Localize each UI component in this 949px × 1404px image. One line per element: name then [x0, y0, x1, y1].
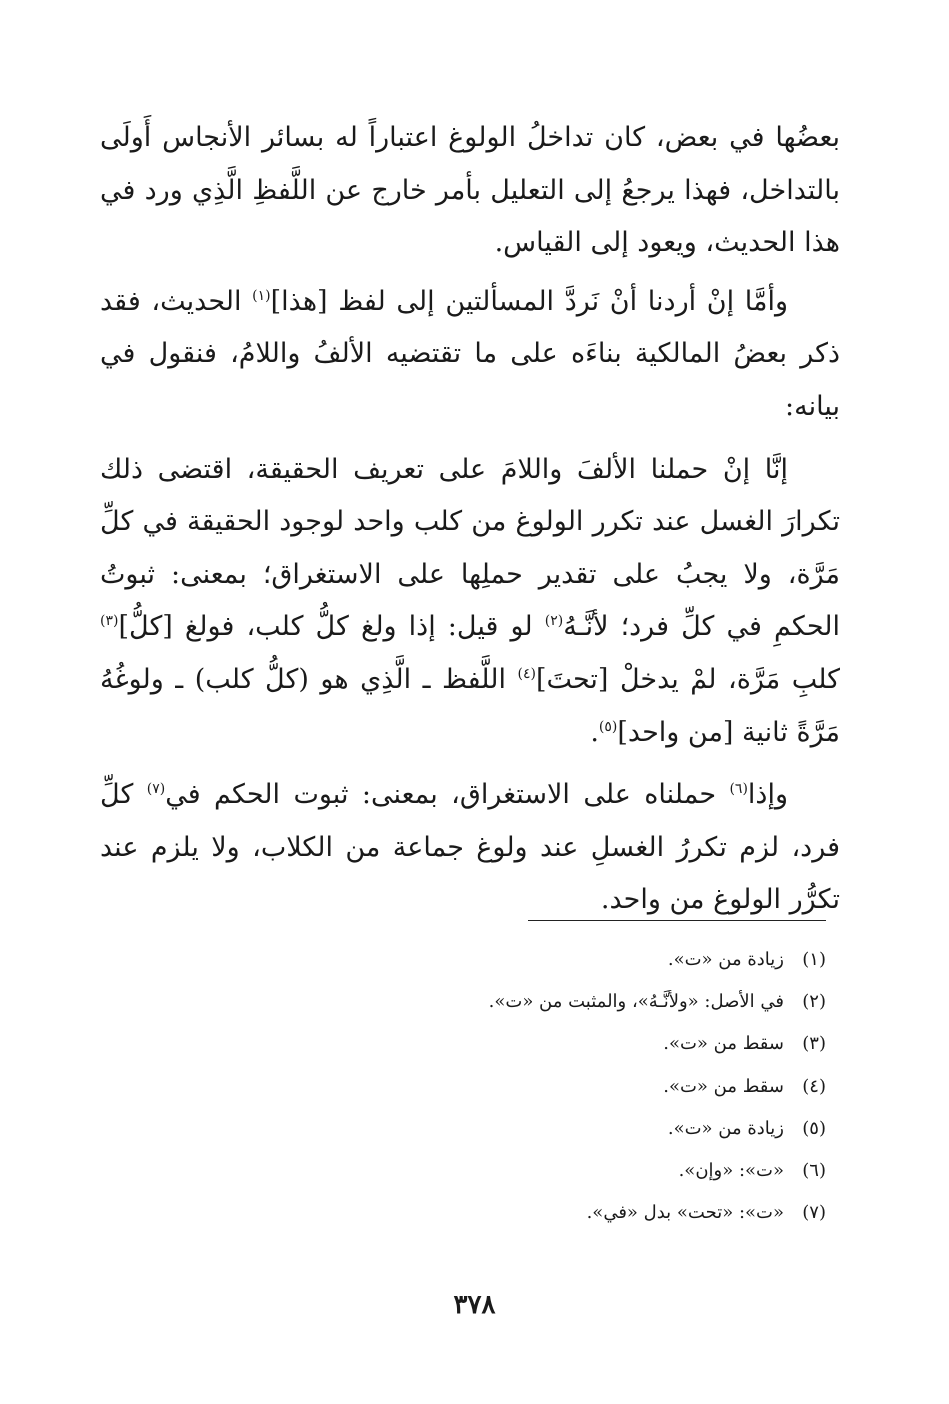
footnote-text: «ت»: «وإن».	[678, 1159, 784, 1181]
paragraph-1	[100, 112, 840, 270]
footnote-text: في الأصل: «ولأنَّـهُ»، والمثبت من «ت».	[488, 991, 784, 1013]
paragraph-3-text-a: إنَّا إنْ حملنا الألفَ واللامَ على تعريف الحقيقة، اقتضى ذلك تكرارَ الغسل عند تكرر الولوغ من كلب واحد لوجود الحقيقة في كلِّ مَرَّة، ولا يجبُ على تقدير حملِها على الاستغراق؛ بمعنى: ثبوتُ الحكمِ في كلِّ فرد؛ لأنَّـهُ	[100, 453, 840, 643]
footnote-ref-1[interactable]: (١)	[252, 287, 271, 304]
footnote-text: «ت»: «تحت» بدل «في».	[586, 1202, 784, 1224]
footnote-text: زيادة من «ت».	[667, 1117, 784, 1139]
paragraph-2-text-b: الحديث، فقد ذكر بعضُ المالكية بناءَه على ما تقتضيه الألفُ واللامُ، فنقول في بيانه:	[100, 285, 840, 422]
footnote-number: (٣)	[802, 1033, 826, 1055]
footnote-item	[100, 939, 826, 981]
paragraph-4-text-c: كلِّ فرد، لزم تكررُ الغسلِ عند ولوغ جماعة من الكلاب، ولا يلزم عند تكرُّر الولوغ من واحد.	[100, 779, 840, 916]
paragraph-4-text-b: حملناه على الاستغراق، بمعنى: ثبوت الحكم في	[165, 779, 730, 811]
footnote-ref-4[interactable]: (٤)	[517, 665, 536, 682]
footnote-number: (٤)	[802, 1075, 826, 1097]
footnote-number: (١)	[802, 949, 826, 970]
paragraph-3-text-b: لو قيل: إذا ولغ كلُّ كلب، فولغ [كلُّ]	[118, 611, 545, 643]
footnote-item	[100, 1150, 826, 1192]
footnote-ref-2[interactable]: (٢)	[544, 613, 564, 630]
footnote-ref-7[interactable]: (٧)	[146, 781, 166, 798]
footnote-item	[100, 1023, 826, 1065]
footnote-text: سقط من «ت».	[663, 1075, 784, 1097]
footnotes-list	[100, 939, 826, 1234]
footnote-ref-5[interactable]: (٥)	[598, 718, 618, 735]
footnote-item	[100, 1066, 826, 1108]
footnote-item	[100, 1108, 826, 1150]
footnote-divider	[528, 920, 826, 921]
footnote-number: (٢)	[802, 991, 826, 1013]
paragraph-3-text-e: .	[590, 716, 599, 748]
paragraph-4	[100, 769, 840, 927]
footnote-number: (٧)	[802, 1202, 826, 1224]
paragraph-3-text-c: كلبِ مَرَّة، لمْ يدخلْ [تحتَ]	[535, 663, 840, 695]
footnote-item	[100, 1192, 826, 1234]
paragraph-2-text-a: وأمَّا إنْ أردنا أنْ نَردَّ المسألتين إلى لفظ [هذا]	[270, 285, 788, 317]
footnote-number: (٦)	[802, 1159, 826, 1181]
paragraph-4-text-a: وإذا	[747, 779, 788, 811]
page-number: ٣٧٨	[453, 1290, 496, 1320]
footnote-item	[100, 981, 826, 1023]
footnote-text: سقط من «ت».	[663, 1033, 784, 1055]
paragraph-2	[100, 276, 840, 434]
paragraph-3-text-d: اللَّفظ ـ الَّذِي هو (كلُّ كلب) ـ ولوغُهُ مَرَّةً ثانية [من واحد]	[100, 663, 840, 748]
footnote-ref-3[interactable]: (٣)	[100, 613, 119, 630]
footnote-number: (٥)	[802, 1117, 826, 1139]
paragraph-3	[100, 444, 840, 760]
footnote-ref-6[interactable]: (٦)	[729, 781, 748, 798]
paragraph-1-text: بعضُها في بعض، كان تداخلُ الولوغ اعتباراً له بسائر الأنجاس أَولَى بالتداخل، فهذا يرجعُ إلى التعليل بأمر خارج عن اللَّفظِ الَّذِي ورد في هذا الحديث، ويعود إلى القياس.	[100, 122, 840, 259]
footnote-text: زيادة من «ت».	[667, 949, 784, 970]
main-text	[100, 112, 840, 927]
